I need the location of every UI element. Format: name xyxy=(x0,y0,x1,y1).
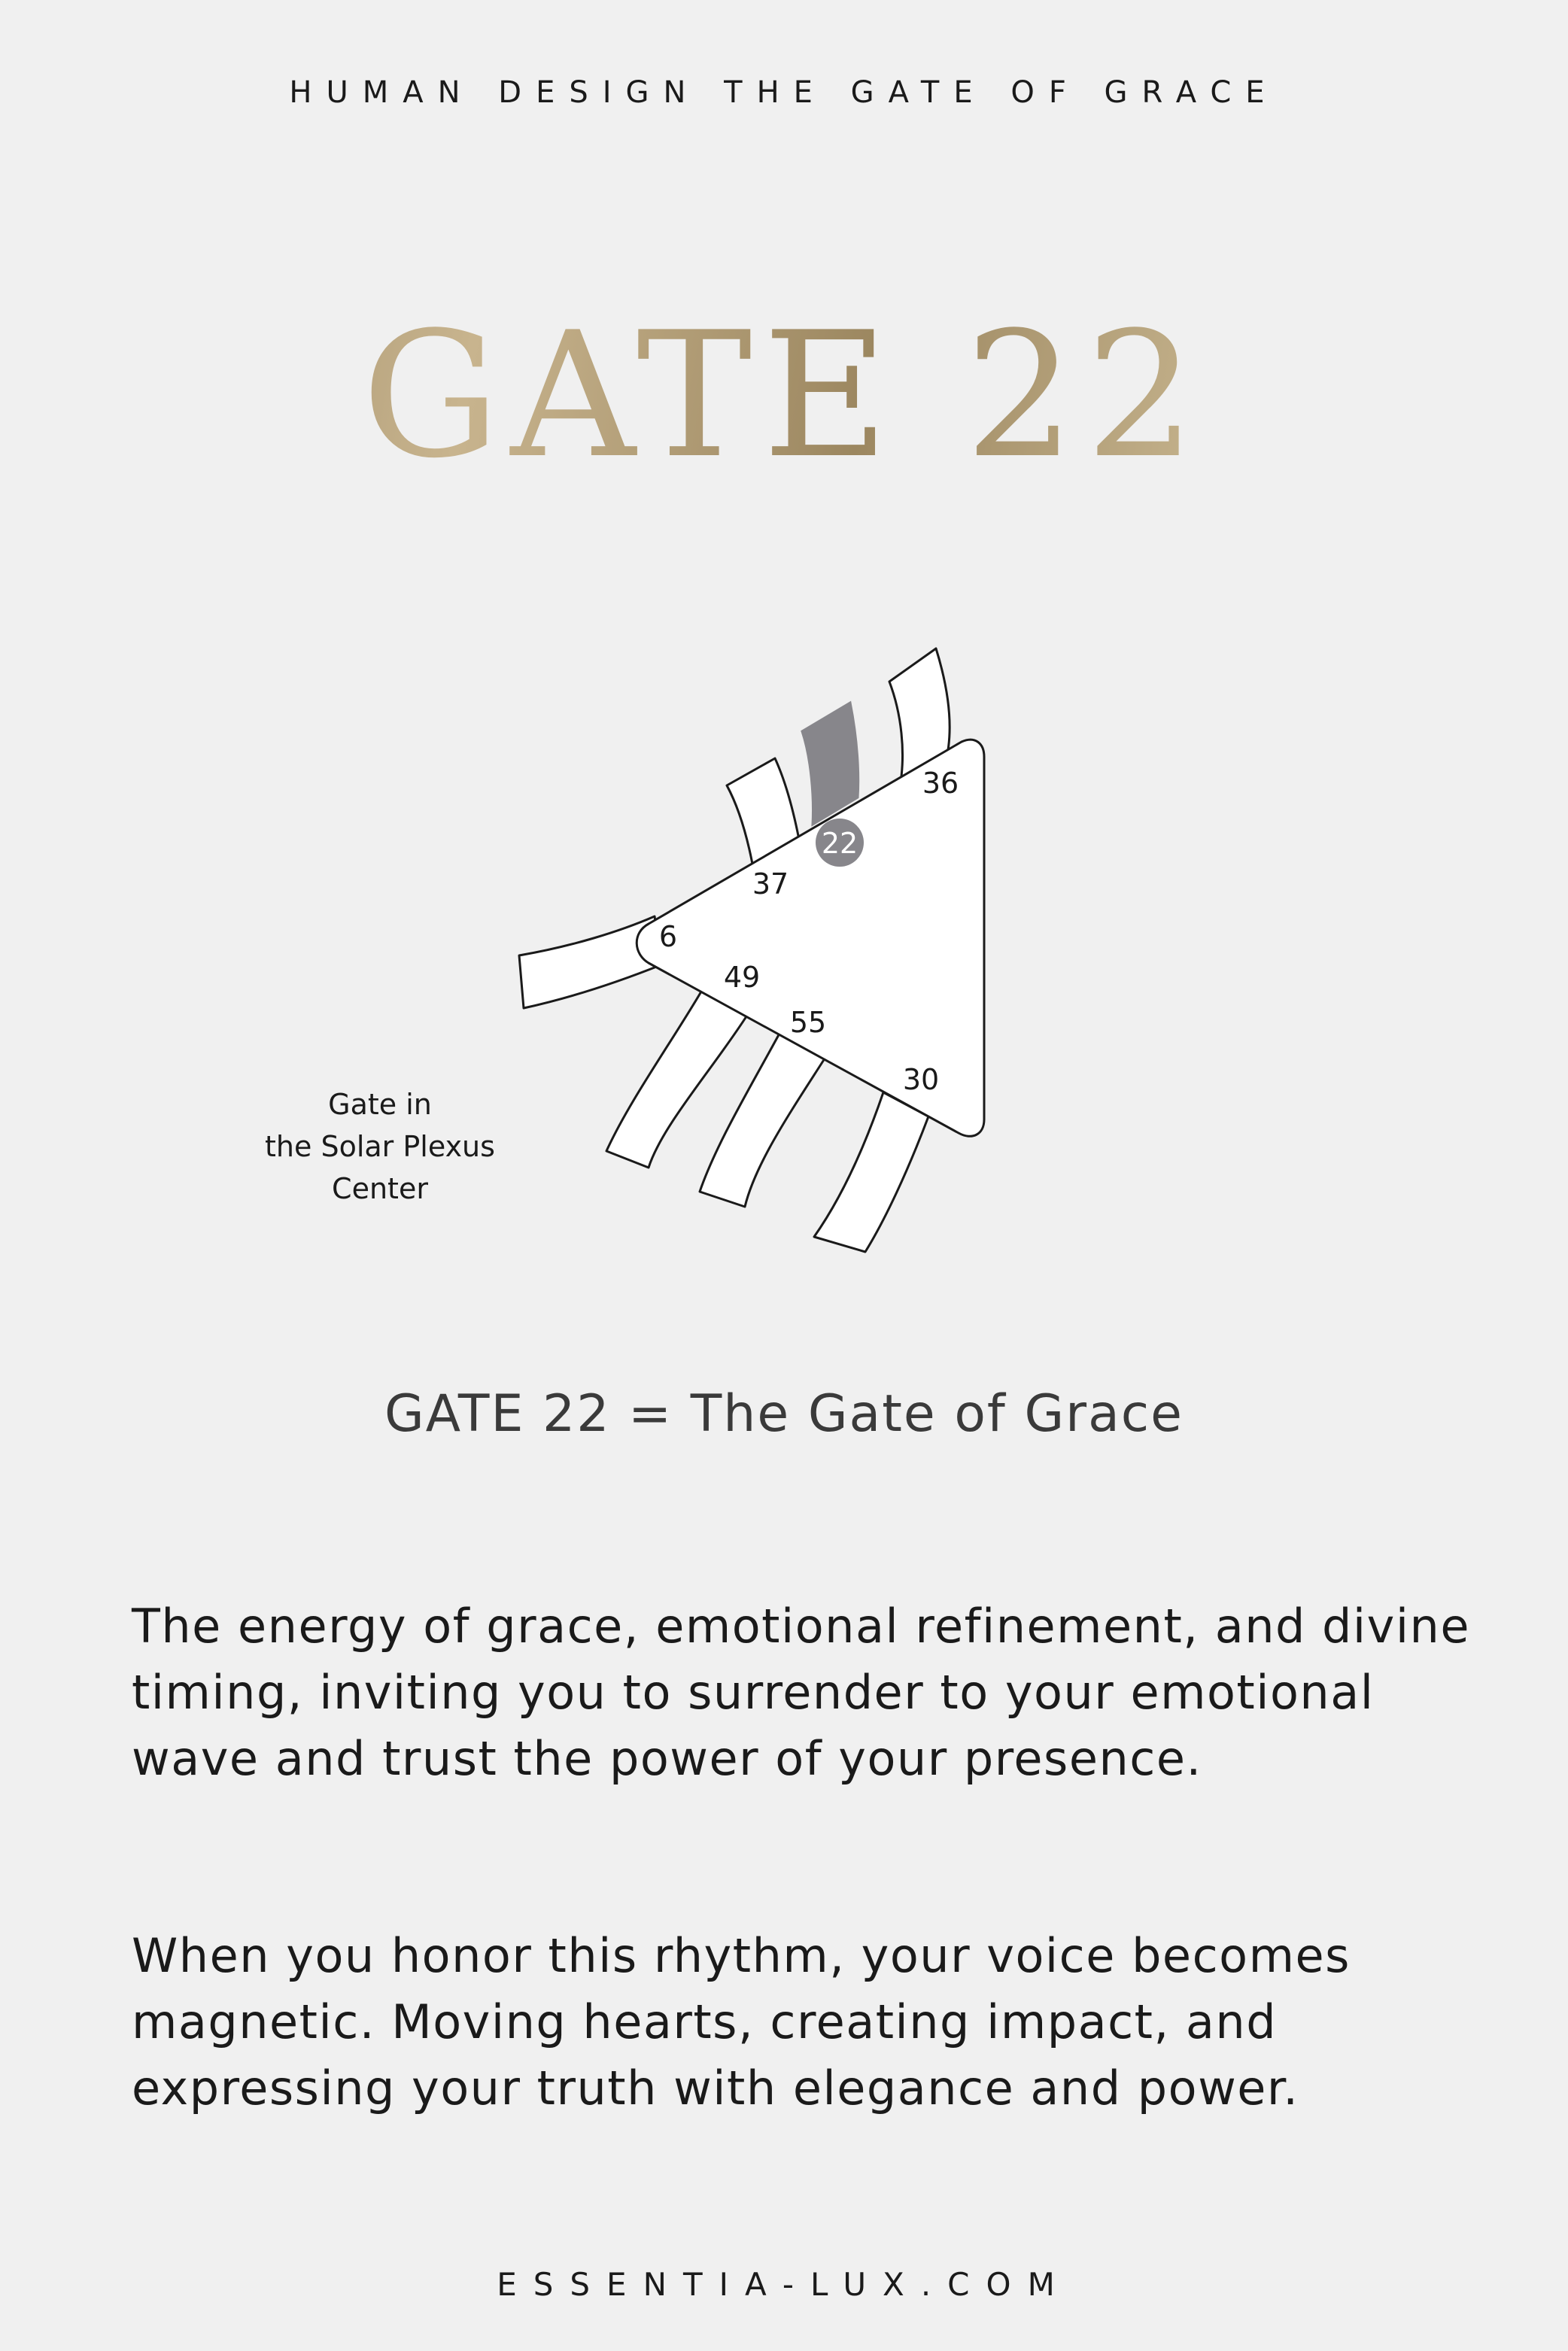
gate-37-label: 37 xyxy=(752,867,789,901)
gate-6-label: 6 xyxy=(658,920,678,953)
caption-line: Gate in xyxy=(328,1088,432,1121)
gate-subtitle: GATE 22 = The Gate of Grace xyxy=(384,1384,1184,1444)
caption-line: the Solar Plexus xyxy=(265,1130,495,1163)
page-title: GATE 22 xyxy=(0,301,1568,491)
gate-55-label: 55 xyxy=(789,1006,827,1039)
footer-website: ESSENTIA-LUX.COM xyxy=(497,2266,1071,2303)
header-tagline: HUMAN DESIGN THE GATE OF GRACE xyxy=(289,75,1279,110)
gate-30-label: 30 xyxy=(902,1063,940,1096)
gate-36-label: 36 xyxy=(922,767,959,800)
gate-49-label: 49 xyxy=(723,961,761,994)
diagram-caption xyxy=(226,1083,534,1210)
body-paragraph-2: When you honor this rhythm, your voice becomes magnetic. Moving hearts, creating impact, and expressing your truth with elegance and power. xyxy=(132,1928,1351,2116)
channel-lower-3 xyxy=(814,1092,928,1252)
body-paragraph-1: The energy of grace, emotional refinement, and divine timing, inviting you to surrender to your emotional wave and trust the power of your presence. xyxy=(132,1599,1470,1786)
gate-22-label: 22 xyxy=(821,827,858,860)
caption-line: Center xyxy=(332,1172,428,1205)
